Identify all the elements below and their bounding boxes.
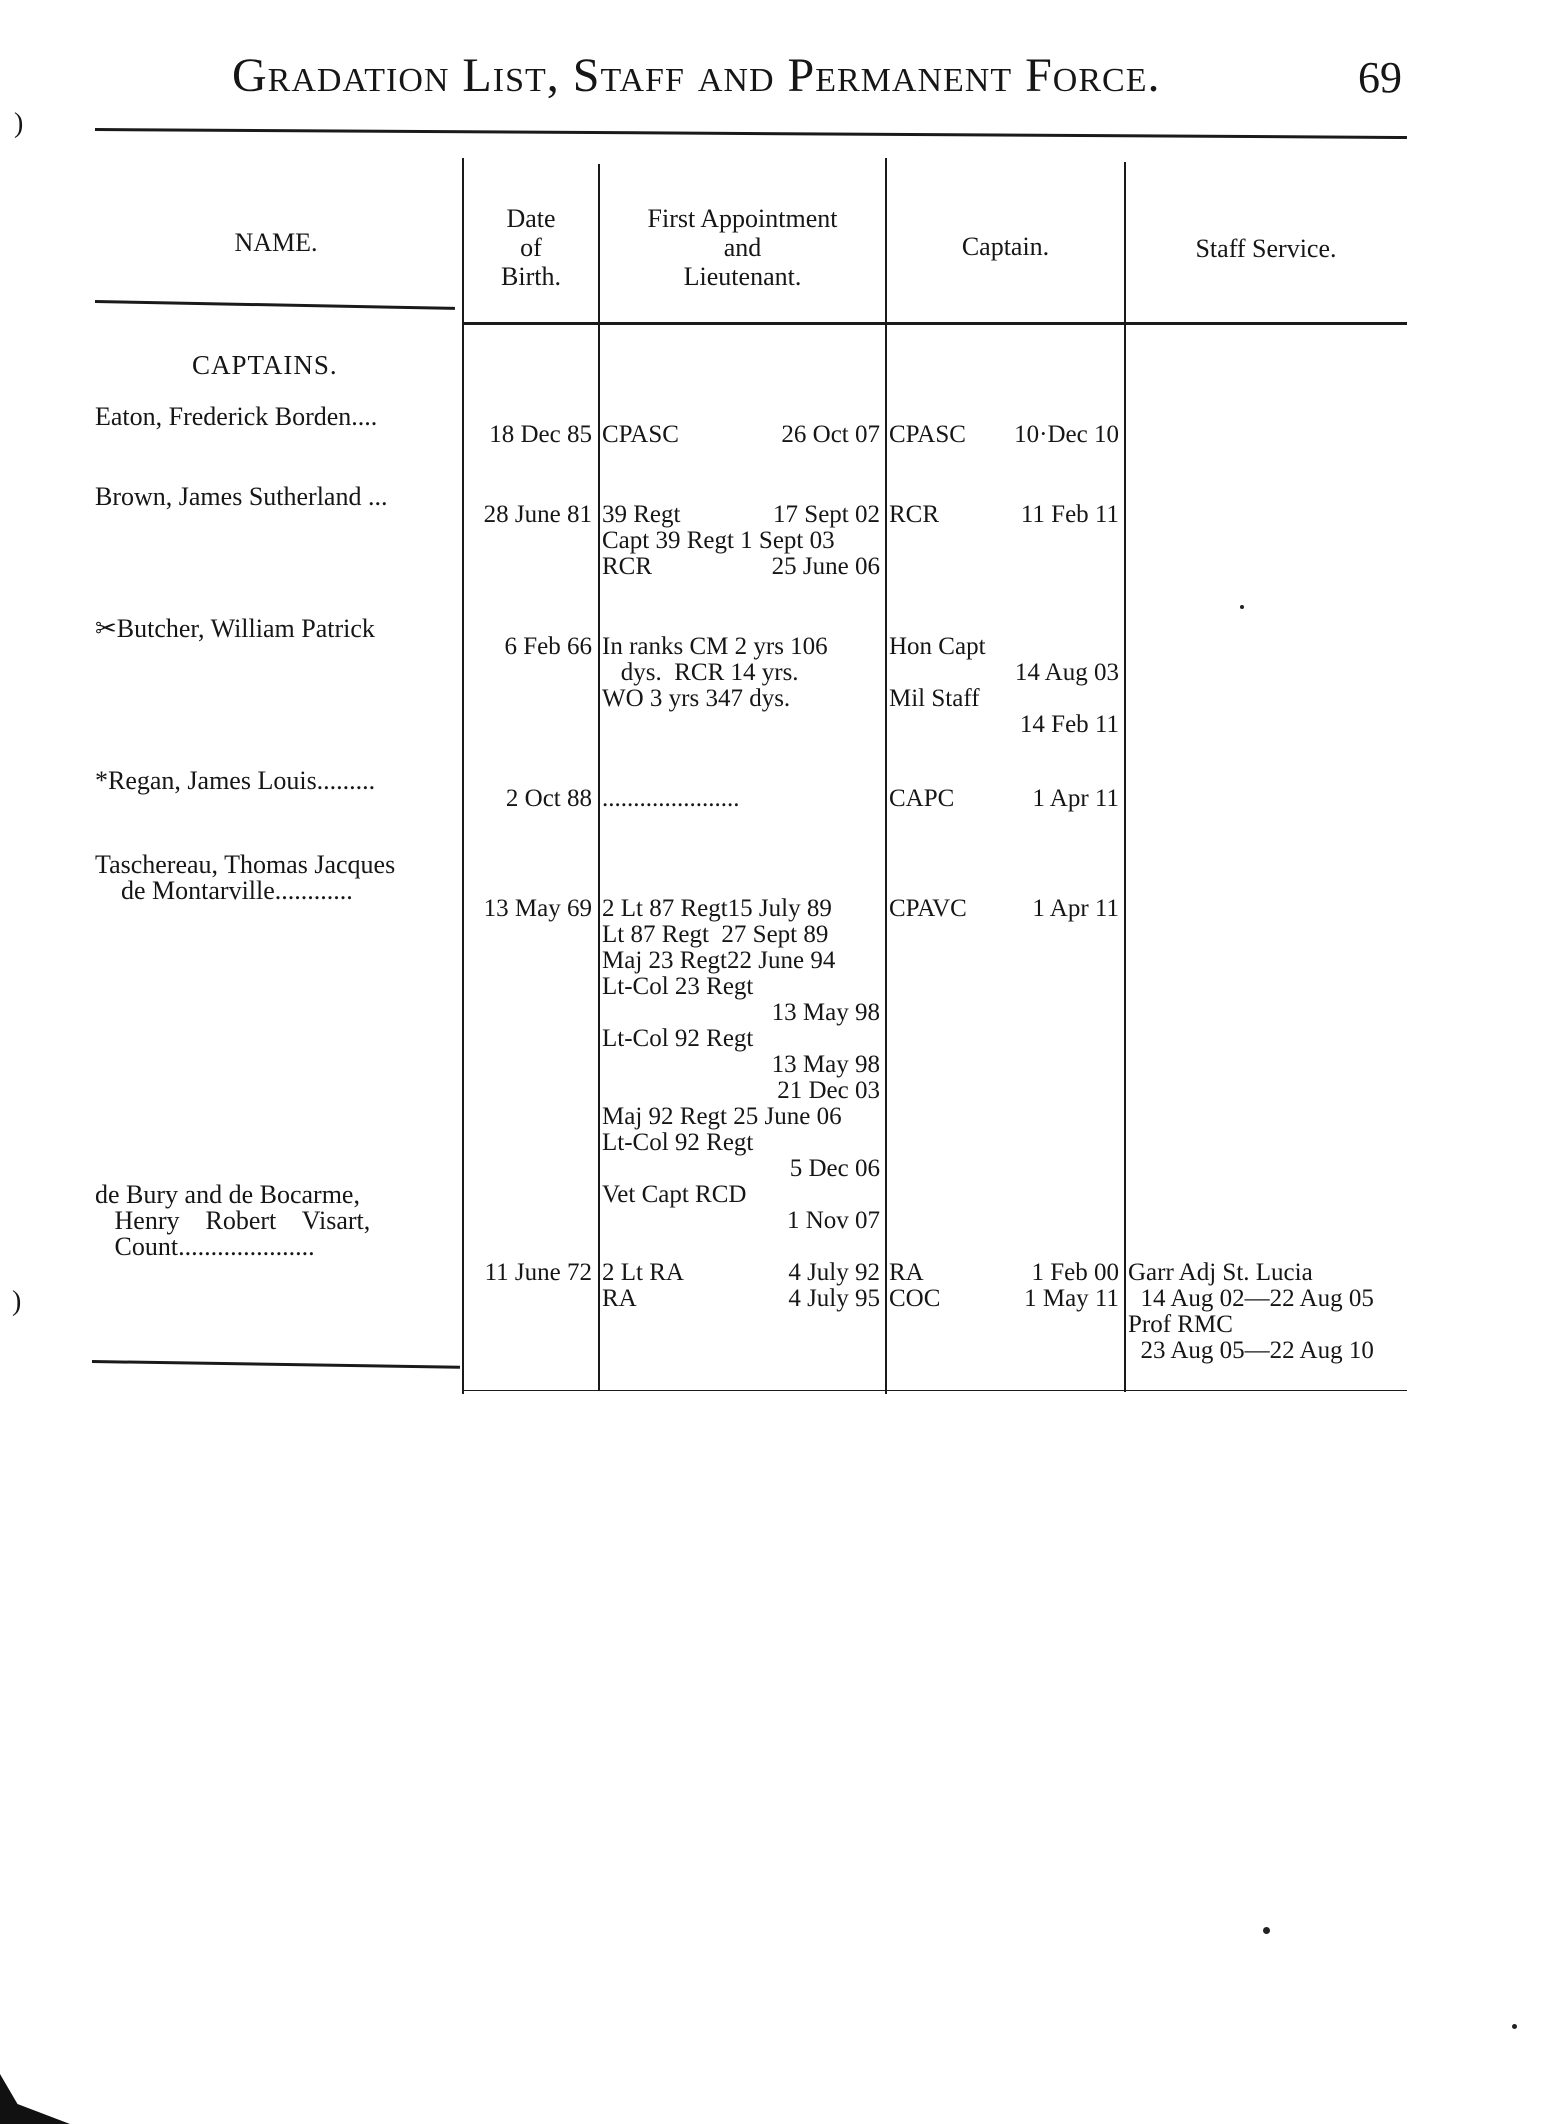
- header-rule: [95, 300, 455, 310]
- officer-name: [95, 852, 455, 904]
- staff-service-line: 14 Aug 02—22 Aug 05: [1128, 1285, 1374, 1312]
- column-divider: [462, 158, 464, 1394]
- first-appointment: [602, 786, 880, 812]
- cell-text-right: 5 Dec 06: [789, 1155, 880, 1182]
- cell-text-left: Mil Staff: [889, 685, 980, 712]
- cell-line: [602, 634, 880, 660]
- column-header-line: Birth.: [501, 262, 561, 291]
- date-of-birth: 2 Oct 88: [505, 785, 592, 812]
- captain-rank: [889, 1260, 1119, 1312]
- cell-text-right: 25 June 06: [771, 553, 880, 580]
- officer-name-line: ✂Butcher, William Patrick: [95, 614, 375, 643]
- column-header-birth: [464, 204, 598, 291]
- officer-name: [95, 1182, 455, 1260]
- column-header-label: Staff Service.: [1195, 234, 1337, 263]
- cell-text-right: 1 Feb 00: [1031, 1259, 1119, 1286]
- staff-service-line: Prof RMC: [1128, 1311, 1233, 1338]
- cell-text-left: Lt-Col 92 Regt: [602, 1129, 754, 1156]
- captain-rank: [889, 634, 1119, 738]
- date-of-birth: 11 June 72: [484, 1259, 592, 1286]
- page-corner-shadow: [0, 2074, 70, 2124]
- cell-text-left: RA: [889, 1259, 924, 1286]
- column-header-label: NAME.: [234, 228, 318, 257]
- cell-text-left: Maj 92 Regt 25 June 06: [602, 1103, 842, 1130]
- captain-rank: [889, 786, 1119, 812]
- cell-text-right: 14 Aug 03: [1014, 659, 1119, 686]
- cell-line: [889, 422, 1119, 448]
- cell-text-right: 26 Oct 07: [781, 421, 880, 448]
- page-title: Gradation List, Staff and Permanent Force.: [232, 49, 1161, 102]
- cell-text-left: dys. RCR 14 yrs.: [602, 659, 799, 686]
- cell-line: [889, 686, 1119, 712]
- cell-text-right: 1 Apr 11: [1032, 785, 1119, 812]
- section-heading: CAPTAINS.: [192, 350, 338, 380]
- officer-name-line: Taschereau, Thomas Jacques: [95, 850, 396, 879]
- cell-text-left: WO 3 yrs 347 dys.: [602, 685, 791, 712]
- cell-line: [602, 1156, 880, 1182]
- cell-text-left: Capt 39 Regt 1 Sept 03: [602, 527, 835, 554]
- first-appointment: [602, 422, 880, 448]
- cell-text-left: RA: [602, 1285, 637, 1312]
- cell-line: [602, 1078, 880, 1104]
- page-number: 69: [1358, 53, 1402, 102]
- staff-service: [1128, 1260, 1406, 1364]
- column-header-line: First Appointment: [647, 204, 838, 233]
- cell-text-left: In ranks CM 2 yrs 106: [602, 633, 828, 660]
- first-appointment: [602, 502, 880, 580]
- cell-text-left: Maj 23 Regt22 June 94: [602, 947, 836, 974]
- cell-line: [602, 1052, 880, 1078]
- cell-text-right: 17 Sept 02: [773, 501, 880, 528]
- cell-text-left: 39 Regt: [602, 501, 681, 528]
- top-rule: [95, 128, 1407, 139]
- bottom-rule: [462, 1390, 1407, 1391]
- cell-text-right: 4 July 92: [788, 1259, 880, 1286]
- first-appointment: [602, 634, 880, 712]
- ink-speck: [1240, 605, 1244, 609]
- date-of-birth: 13 May 69: [483, 895, 592, 922]
- column-header-line: Date: [506, 204, 556, 233]
- cell-text-right: 10·Dec 10: [1014, 421, 1119, 448]
- date-of-birth: 6 Feb 66: [504, 633, 592, 660]
- column-divider: [1124, 162, 1126, 1392]
- officer-name-line: de Montarville............: [95, 876, 353, 905]
- cell-line: [602, 502, 880, 528]
- officer-name-line: de Bury and de Bocarme,: [95, 1180, 360, 1209]
- cell-text-left: CAPC: [889, 785, 955, 812]
- cell-line: [602, 1208, 880, 1234]
- officer-name-line: Eaton, Frederick Borden....: [95, 402, 378, 431]
- officer-name: [95, 616, 455, 642]
- margin-mark: ): [14, 108, 24, 139]
- cell-text-left: CPASC: [602, 421, 679, 448]
- cell-line: [889, 1260, 1119, 1286]
- cell-text-left: Lt-Col 92 Regt: [602, 1025, 754, 1052]
- staff-service-line: Garr Adj St. Lucia: [1128, 1259, 1313, 1286]
- cell-line: [602, 1000, 880, 1026]
- cell-line: [602, 1104, 880, 1130]
- cell-text-left: RCR: [889, 501, 940, 528]
- cell-line: [889, 786, 1119, 812]
- column-divider: [885, 158, 887, 1394]
- cell-text-left: Lt 87 Regt 27 Sept 89: [602, 921, 829, 948]
- staff-service-line: 23 Aug 05—22 Aug 10: [1128, 1337, 1374, 1364]
- cell-text-left: Lt-Col 23 Regt: [602, 973, 754, 1000]
- cell-text-left: COC: [889, 1285, 941, 1312]
- date-of-birth: 18 Dec 85: [489, 421, 592, 448]
- cell-text-right: 4 July 95: [788, 1285, 880, 1312]
- cell-line: [889, 502, 1119, 528]
- cell-text-left: Vet Capt RCD: [602, 1181, 747, 1208]
- cell-line: [889, 896, 1119, 922]
- cell-text-right: 1 Nov 07: [786, 1207, 880, 1234]
- cell-line: [602, 554, 880, 580]
- column-header-line: of: [520, 233, 542, 262]
- header-rule: [462, 322, 1407, 325]
- cell-line: [602, 896, 880, 922]
- column-divider: [598, 164, 600, 1390]
- column-header-line: Lieutenant.: [683, 262, 802, 291]
- cell-line: [602, 1182, 880, 1208]
- officer-name: [95, 768, 455, 794]
- cell-line: [602, 528, 880, 554]
- cell-text-left: CPAVC: [889, 895, 967, 922]
- cell-line: [602, 1286, 880, 1312]
- cell-line: [602, 1130, 880, 1156]
- cell-line: [602, 1026, 880, 1052]
- margin-mark: ): [12, 1286, 22, 1317]
- captain-rank: [889, 502, 1119, 528]
- cell-line: [889, 712, 1119, 738]
- column-header-label: Captain.: [961, 232, 1050, 261]
- first-appointment: [602, 896, 880, 1234]
- officer-name: [95, 484, 455, 510]
- cell-line: [602, 686, 880, 712]
- cell-line: [602, 922, 880, 948]
- officer-name: [95, 404, 455, 430]
- cell-text-left: 2 Lt 87 Regt15 July 89: [602, 895, 832, 922]
- cell-text-right: 21 Dec 03: [777, 1077, 880, 1104]
- cell-line: [889, 660, 1119, 686]
- cell-line: [602, 1260, 880, 1286]
- officer-name-line: Henry Robert Visart,: [95, 1206, 371, 1235]
- captain-rank: [889, 896, 1119, 922]
- column-header-captain: [887, 232, 1124, 261]
- date-of-birth: 28 June 81: [483, 501, 592, 528]
- cell-text-right: 13 May 98: [771, 1051, 880, 1078]
- column-header-line: and: [723, 233, 762, 262]
- first-appointment: [602, 1260, 880, 1312]
- cell-line: [602, 786, 880, 812]
- officer-name-line: Count.....................: [95, 1232, 315, 1261]
- cell-text-right: 1 May 11: [1024, 1285, 1119, 1312]
- cell-text-left: ......................: [602, 785, 740, 812]
- cell-text-right: 1 Apr 11: [1032, 895, 1119, 922]
- column-header-first-appointment: [600, 204, 885, 291]
- cell-text-right: 14 Feb 11: [1019, 711, 1119, 738]
- officer-name-line: Brown, James Sutherland ...: [95, 482, 388, 511]
- cell-line: [602, 974, 880, 1000]
- ink-speck: [1263, 1927, 1270, 1934]
- column-header-staff-service: [1126, 234, 1406, 263]
- cell-text-right: 11 Feb 11: [1020, 501, 1119, 528]
- cell-line: [602, 660, 880, 686]
- captain-rank: [889, 422, 1119, 448]
- column-header-name: [95, 228, 457, 257]
- cell-text-left: Hon Capt: [889, 633, 986, 660]
- cell-line: [889, 1286, 1119, 1312]
- cell-line: [602, 948, 880, 974]
- cell-text-left: 2 Lt RA: [602, 1259, 684, 1286]
- cell-text-left: RCR: [602, 553, 653, 580]
- cell-text-right: 13 May 98: [771, 999, 880, 1026]
- cell-line: [602, 422, 880, 448]
- ink-speck: [1512, 2024, 1517, 2029]
- cell-text-left: CPASC: [889, 421, 966, 448]
- cell-line: [889, 634, 1119, 660]
- officer-name-line: *Regan, James Louis.........: [95, 766, 376, 795]
- bottom-rule: [92, 1360, 460, 1369]
